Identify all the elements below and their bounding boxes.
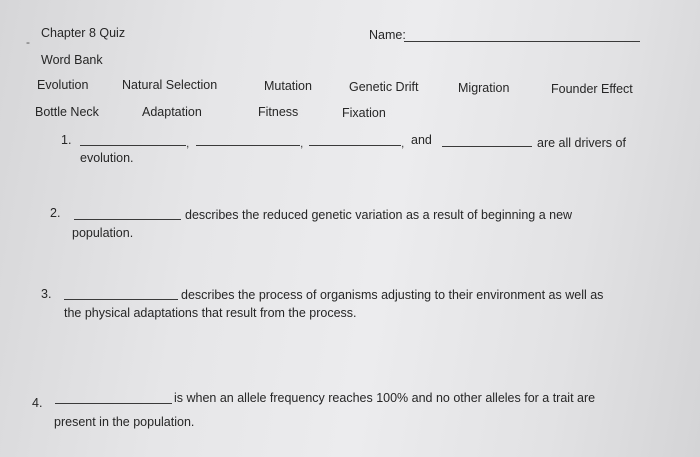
question-number: 4.	[32, 396, 43, 410]
word-bank-term: Bottle Neck	[35, 105, 99, 119]
answer-blank[interactable]	[309, 145, 401, 146]
question-number: 2.	[50, 206, 61, 220]
name-label: Name:	[369, 28, 406, 42]
question-text: is when an allele frequency reaches 100% and no other alleles for a trait are	[174, 391, 596, 405]
question-number: 1.	[61, 133, 72, 147]
comma: ,	[300, 136, 304, 150]
word-bank-term: Fixation	[342, 106, 386, 120]
question-text: population.	[72, 226, 134, 240]
word-bank-label: Word Bank	[41, 53, 103, 67]
word-bank-term: Adaptation	[142, 105, 202, 119]
answer-blank[interactable]	[55, 403, 172, 404]
word-bank-term: Evolution	[37, 78, 89, 92]
answer-blank[interactable]	[196, 145, 300, 146]
answer-blank[interactable]	[80, 145, 186, 146]
question-text: present in the population.	[54, 415, 195, 429]
margin-mark: -	[26, 35, 30, 49]
name-field[interactable]	[404, 41, 640, 42]
word-bank-term: Natural Selection	[122, 78, 218, 92]
quiz-title: Chapter 8 Quiz	[41, 26, 126, 40]
answer-blank[interactable]	[74, 219, 181, 220]
question-text: evolution.	[80, 151, 134, 165]
word-bank-term: Founder Effect	[551, 82, 633, 96]
question-text: describes the reduced genetic variation as a result of beginning a new	[185, 208, 573, 222]
comma: ,	[401, 136, 405, 150]
word-bank-term: Mutation	[264, 79, 312, 93]
answer-blank[interactable]	[442, 146, 532, 147]
question-text: the physical adaptations that result from the process.	[64, 306, 357, 320]
word-bank-term: Migration	[458, 81, 510, 95]
question-text: are all drivers of	[537, 136, 626, 150]
question-text: describes the process of organisms adjusting to their environment as well as	[181, 288, 604, 302]
word-bank-term: Genetic Drift	[349, 80, 419, 94]
word-bank-term: Fitness	[258, 105, 299, 119]
comma: ,	[186, 136, 190, 150]
question-text: and	[411, 133, 432, 147]
question-number: 3.	[41, 287, 52, 301]
answer-blank[interactable]	[64, 299, 178, 300]
